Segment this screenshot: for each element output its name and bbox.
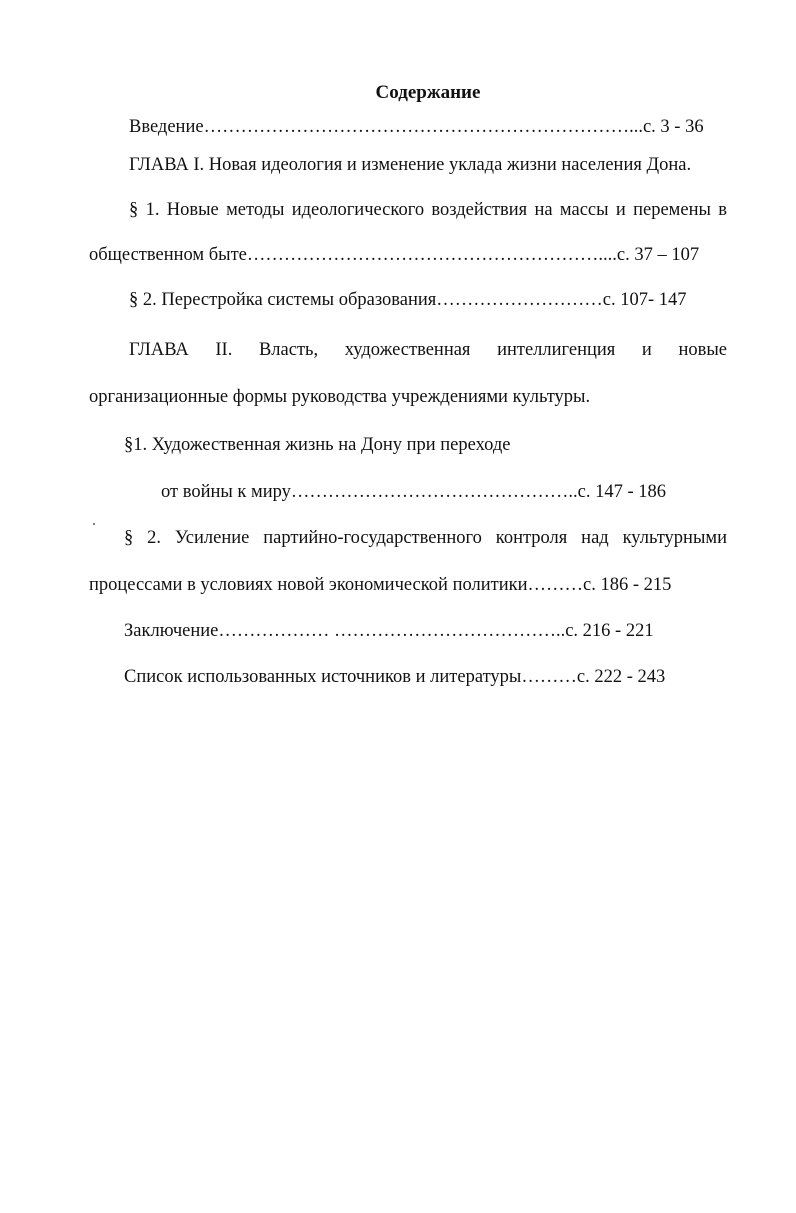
toc-entry-bibliography: Список использованных источников и литературы………с. 222 - 243 — [124, 667, 666, 687]
scan-speck — [93, 523, 95, 525]
toc-entry-section-2-1-line-2: от войны к миру………………………………………..с. 147 - 186 — [161, 482, 667, 502]
toc-entry-introduction: Введение……………………………………………………………...с. 3 - 36 — [129, 117, 704, 137]
toc-entry-chapter-1: ГЛАВА I. Новая идеология и изменение уклада жизни населения Дона. — [129, 155, 692, 175]
toc-entry-conclusion: Заключение……………… ………………………………..с. 216 - 221 — [124, 621, 654, 641]
toc-entry-section-2-2-line-1: § 2. Усиление партийно-государственного контроля над культурными — [124, 528, 727, 548]
toc-entry-section-1-2: § 2. Перестройка системы образования………………………с. 107- 147 — [129, 290, 687, 310]
toc-entry-section-2-1-line-1: §1. Художественная жизнь на Дону при переходе — [124, 435, 511, 455]
toc-entry-section-1-1-line-1: § 1. Новые методы идеологического воздействия на массы и перемены в — [129, 200, 727, 220]
toc-entry-section-2-2-line-2: процессами в условиях новой экономической политики………с. 186 - 215 — [89, 575, 672, 595]
toc-entry-section-1-1-line-2: общественном быте…………………………………………………....с. 37 – 107 — [89, 245, 700, 265]
page-title: Содержание — [375, 82, 481, 103]
toc-entry-chapter-2-line-2: организационные формы руководства учреждениями культуры. — [89, 387, 591, 407]
toc-entry-chapter-2-line-1: ГЛАВА II. Власть, художественная интеллигенция и новые — [129, 340, 727, 360]
